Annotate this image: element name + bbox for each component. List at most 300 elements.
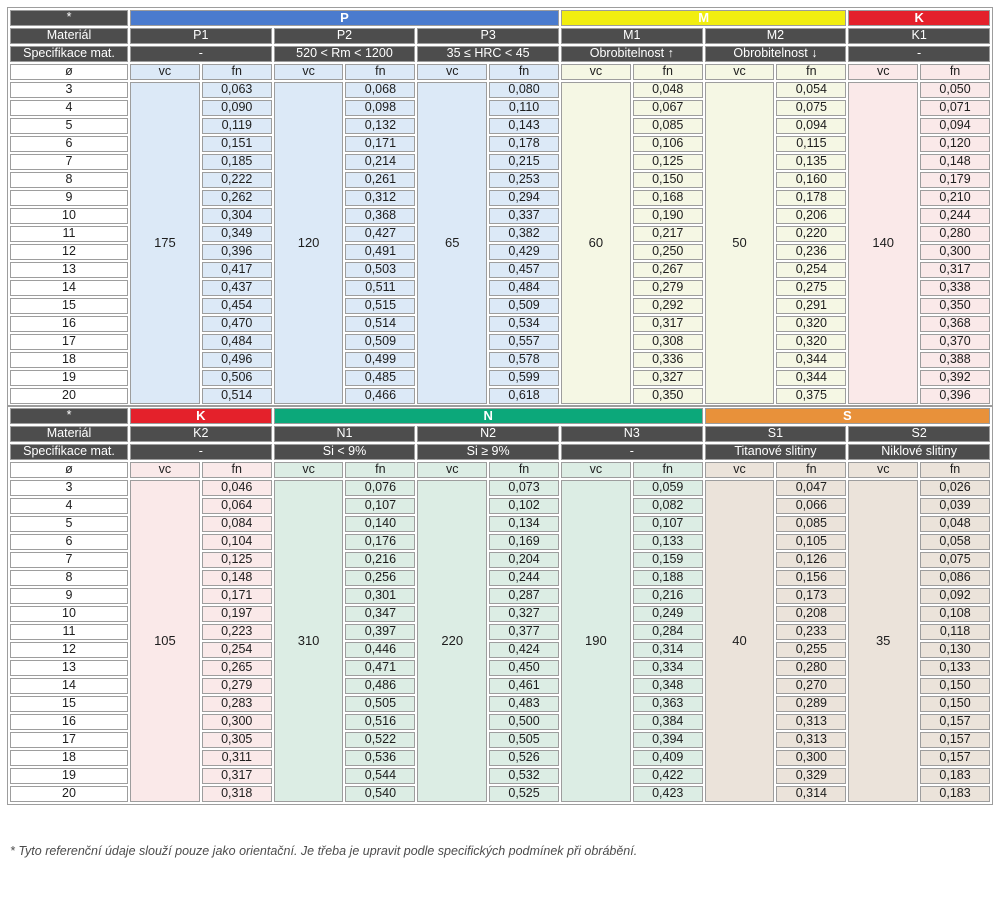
fn-cell-S2-7: 0,075: [920, 552, 990, 568]
fn-cell-S2-15: 0,150: [920, 696, 990, 712]
material-header-S2: S2: [848, 426, 990, 442]
vc-value-N2: 220: [417, 480, 487, 802]
group-band-K: K: [848, 10, 990, 26]
fn-cell-P3-6: 0,178: [489, 136, 559, 152]
fn-cell-S1-4: 0,066: [776, 498, 846, 514]
fn-cell-K1-13: 0,317: [920, 262, 990, 278]
diameter-cell-14: 14: [10, 678, 128, 694]
diameter-header: ø: [10, 64, 128, 80]
diameter-cell-7: 7: [10, 154, 128, 170]
fn-cell-P1-17: 0,484: [202, 334, 272, 350]
fn-cell-P3-8: 0,253: [489, 172, 559, 188]
diameter-cell-5: 5: [10, 118, 128, 134]
fn-cell-P2-15: 0,515: [345, 298, 415, 314]
fn-cell-K2-10: 0,197: [202, 606, 272, 622]
table-row: [10, 426, 990, 442]
fn-header-N2: fn: [489, 462, 559, 478]
fn-cell-N1-15: 0,505: [345, 696, 415, 712]
fn-cell-P2-10: 0,368: [345, 208, 415, 224]
fn-cell-N3-6: 0,133: [633, 534, 703, 550]
vc-value-N1: 310: [274, 480, 344, 802]
fn-cell-S1-14: 0,270: [776, 678, 846, 694]
fn-cell-S2-4: 0,039: [920, 498, 990, 514]
vc-header-M1: vc: [561, 64, 631, 80]
diameter-cell-16: 16: [10, 714, 128, 730]
material-header-M1: M1: [561, 28, 703, 44]
fn-cell-M2-20: 0,375: [776, 388, 846, 404]
fn-cell-N3-10: 0,249: [633, 606, 703, 622]
fn-cell-P2-11: 0,427: [345, 226, 415, 242]
fn-cell-N3-9: 0,216: [633, 588, 703, 604]
fn-cell-P1-5: 0,119: [202, 118, 272, 134]
fn-cell-N1-3: 0,076: [345, 480, 415, 496]
fn-cell-P3-10: 0,337: [489, 208, 559, 224]
vc-header-P3: vc: [417, 64, 487, 80]
fn-cell-K2-6: 0,104: [202, 534, 272, 550]
fn-cell-S1-10: 0,208: [776, 606, 846, 622]
fn-cell-P3-11: 0,382: [489, 226, 559, 242]
diameter-cell-6: 6: [10, 534, 128, 550]
fn-cell-N2-19: 0,532: [489, 768, 559, 784]
fn-cell-K2-14: 0,279: [202, 678, 272, 694]
table-row: [10, 46, 990, 62]
vc-header-K1: vc: [848, 64, 918, 80]
fn-cell-N3-5: 0,107: [633, 516, 703, 532]
diameter-cell-12: 12: [10, 244, 128, 260]
table-row: [10, 82, 990, 98]
fn-cell-P1-7: 0,185: [202, 154, 272, 170]
fn-cell-N1-20: 0,540: [345, 786, 415, 802]
fn-cell-P1-15: 0,454: [202, 298, 272, 314]
fn-header-K2: fn: [202, 462, 272, 478]
fn-cell-M2-5: 0,094: [776, 118, 846, 134]
fn-cell-S1-19: 0,329: [776, 768, 846, 784]
fn-cell-P2-7: 0,214: [345, 154, 415, 170]
fn-cell-S2-8: 0,086: [920, 570, 990, 586]
fn-cell-S1-7: 0,126: [776, 552, 846, 568]
fn-cell-M2-6: 0,115: [776, 136, 846, 152]
fn-header-S1: fn: [776, 462, 846, 478]
diameter-cell-17: 17: [10, 732, 128, 748]
footnote: * Tyto referenční údaje slouží pouze jako orientační. Je třeba je upravit podle specifických podmínek při obrábění.: [10, 844, 638, 858]
material-header-P2: P2: [274, 28, 416, 44]
vc-value-P2: 120: [274, 82, 344, 404]
fn-cell-K1-18: 0,388: [920, 352, 990, 368]
fn-cell-S1-6: 0,105: [776, 534, 846, 550]
fn-cell-P1-13: 0,417: [202, 262, 272, 278]
fn-cell-K2-19: 0,317: [202, 768, 272, 784]
group-band-S: S: [705, 408, 990, 424]
fn-cell-N3-15: 0,363: [633, 696, 703, 712]
fn-cell-K2-11: 0,223: [202, 624, 272, 640]
vc-value-K1: 140: [848, 82, 918, 404]
fn-cell-N3-8: 0,188: [633, 570, 703, 586]
fn-cell-N2-20: 0,525: [489, 786, 559, 802]
fn-cell-S1-15: 0,289: [776, 696, 846, 712]
fn-cell-M2-9: 0,178: [776, 190, 846, 206]
fn-cell-K2-8: 0,148: [202, 570, 272, 586]
spec-S2: Niklové slitiny: [848, 444, 990, 460]
table-kns: [8, 406, 992, 804]
diameter-cell-10: 10: [10, 208, 128, 224]
fn-cell-K2-18: 0,311: [202, 750, 272, 766]
fn-cell-N3-13: 0,334: [633, 660, 703, 676]
spec-label: Specifikace mat.: [10, 46, 128, 62]
fn-cell-N1-11: 0,397: [345, 624, 415, 640]
fn-cell-N1-16: 0,516: [345, 714, 415, 730]
fn-cell-P3-14: 0,484: [489, 280, 559, 296]
table-row: [10, 462, 990, 478]
fn-cell-K2-9: 0,171: [202, 588, 272, 604]
diameter-header: ø: [10, 462, 128, 478]
spec-N1: Si < 9%: [274, 444, 416, 460]
fn-cell-K2-16: 0,300: [202, 714, 272, 730]
fn-cell-N1-13: 0,471: [345, 660, 415, 676]
vc-header-P2: vc: [274, 64, 344, 80]
fn-cell-P3-18: 0,578: [489, 352, 559, 368]
cutting-data-table-2: [8, 406, 992, 804]
material-header-N3: N3: [561, 426, 703, 442]
fn-cell-N1-6: 0,176: [345, 534, 415, 550]
fn-cell-P3-15: 0,509: [489, 298, 559, 314]
vc-value-S2: 35: [848, 480, 918, 802]
diameter-cell-9: 9: [10, 190, 128, 206]
fn-cell-M2-16: 0,320: [776, 316, 846, 332]
table-row: [10, 444, 990, 460]
material-header-M2: M2: [705, 28, 847, 44]
fn-cell-P2-13: 0,503: [345, 262, 415, 278]
fn-header-P3: fn: [489, 64, 559, 80]
fn-cell-P3-20: 0,618: [489, 388, 559, 404]
fn-cell-M2-18: 0,344: [776, 352, 846, 368]
fn-cell-N2-17: 0,505: [489, 732, 559, 748]
diameter-cell-5: 5: [10, 516, 128, 532]
fn-cell-N3-7: 0,159: [633, 552, 703, 568]
fn-cell-N1-4: 0,107: [345, 498, 415, 514]
fn-cell-M1-8: 0,150: [633, 172, 703, 188]
diameter-cell-13: 13: [10, 262, 128, 278]
fn-cell-N2-6: 0,169: [489, 534, 559, 550]
fn-cell-S1-17: 0,313: [776, 732, 846, 748]
fn-cell-K2-20: 0,318: [202, 786, 272, 802]
fn-cell-K1-5: 0,094: [920, 118, 990, 134]
diameter-cell-13: 13: [10, 660, 128, 676]
fn-header-M1: fn: [633, 64, 703, 80]
fn-cell-S1-20: 0,314: [776, 786, 846, 802]
diameter-cell-18: 18: [10, 352, 128, 368]
fn-cell-K1-8: 0,179: [920, 172, 990, 188]
fn-cell-K2-7: 0,125: [202, 552, 272, 568]
fn-header-P1: fn: [202, 64, 272, 80]
fn-cell-K1-3: 0,050: [920, 82, 990, 98]
table-row: [10, 64, 990, 80]
fn-cell-P2-8: 0,261: [345, 172, 415, 188]
fn-cell-P1-20: 0,514: [202, 388, 272, 404]
fn-cell-M2-14: 0,275: [776, 280, 846, 296]
diameter-cell-12: 12: [10, 642, 128, 658]
fn-cell-P2-18: 0,499: [345, 352, 415, 368]
fn-header-M2: fn: [776, 64, 846, 80]
fn-cell-S1-16: 0,313: [776, 714, 846, 730]
fn-cell-N2-11: 0,377: [489, 624, 559, 640]
fn-cell-P1-6: 0,151: [202, 136, 272, 152]
vc-header-N3: vc: [561, 462, 631, 478]
fn-cell-K1-9: 0,210: [920, 190, 990, 206]
vc-header-S1: vc: [705, 462, 775, 478]
spec-M1: Obrobitelnost ↑: [561, 46, 703, 62]
material-label: Materiál: [10, 28, 128, 44]
group-band-N: N: [274, 408, 703, 424]
diameter-cell-16: 16: [10, 316, 128, 332]
fn-cell-M2-3: 0,054: [776, 82, 846, 98]
fn-cell-P3-13: 0,457: [489, 262, 559, 278]
table-pmk: [8, 8, 992, 406]
fn-cell-M1-16: 0,317: [633, 316, 703, 332]
vc-value-M2: 50: [705, 82, 775, 404]
spec-P2: 520 < Rm < 1200: [274, 46, 416, 62]
material-header-K2: K2: [130, 426, 272, 442]
fn-cell-S2-5: 0,048: [920, 516, 990, 532]
diameter-cell-20: 20: [10, 786, 128, 802]
fn-cell-P1-10: 0,304: [202, 208, 272, 224]
spec-P3: 35 ≤ HRC < 45: [417, 46, 559, 62]
fn-cell-K1-4: 0,071: [920, 100, 990, 116]
vc-value-K2: 105: [130, 480, 200, 802]
diameter-cell-9: 9: [10, 588, 128, 604]
fn-cell-N1-8: 0,256: [345, 570, 415, 586]
fn-cell-K2-3: 0,046: [202, 480, 272, 496]
fn-cell-P1-8: 0,222: [202, 172, 272, 188]
fn-cell-P3-19: 0,599: [489, 370, 559, 386]
corner-star-cell: *: [10, 10, 128, 26]
fn-cell-K1-11: 0,280: [920, 226, 990, 242]
fn-cell-K2-15: 0,283: [202, 696, 272, 712]
fn-cell-S2-10: 0,108: [920, 606, 990, 622]
diameter-cell-4: 4: [10, 100, 128, 116]
fn-cell-N1-17: 0,522: [345, 732, 415, 748]
table-row: [10, 28, 990, 44]
fn-cell-M1-18: 0,336: [633, 352, 703, 368]
diameter-cell-19: 19: [10, 768, 128, 784]
diameter-cell-11: 11: [10, 226, 128, 242]
fn-cell-S1-11: 0,233: [776, 624, 846, 640]
fn-cell-M2-15: 0,291: [776, 298, 846, 314]
fn-cell-P2-19: 0,485: [345, 370, 415, 386]
diameter-cell-3: 3: [10, 480, 128, 496]
fn-cell-S2-16: 0,157: [920, 714, 990, 730]
fn-cell-N3-14: 0,348: [633, 678, 703, 694]
fn-cell-N1-7: 0,216: [345, 552, 415, 568]
material-header-S1: S1: [705, 426, 847, 442]
fn-cell-P2-4: 0,098: [345, 100, 415, 116]
fn-cell-K2-12: 0,254: [202, 642, 272, 658]
fn-cell-M2-11: 0,220: [776, 226, 846, 242]
fn-cell-M1-14: 0,279: [633, 280, 703, 296]
material-header-N1: N1: [274, 426, 416, 442]
fn-cell-N2-14: 0,461: [489, 678, 559, 694]
fn-cell-M1-17: 0,308: [633, 334, 703, 350]
fn-cell-M1-12: 0,250: [633, 244, 703, 260]
diameter-cell-6: 6: [10, 136, 128, 152]
fn-cell-S2-12: 0,130: [920, 642, 990, 658]
fn-cell-S2-13: 0,133: [920, 660, 990, 676]
fn-cell-K2-13: 0,265: [202, 660, 272, 676]
fn-cell-N2-10: 0,327: [489, 606, 559, 622]
fn-cell-N3-12: 0,314: [633, 642, 703, 658]
diameter-cell-20: 20: [10, 388, 128, 404]
vc-value-M1: 60: [561, 82, 631, 404]
fn-cell-P3-3: 0,080: [489, 82, 559, 98]
fn-cell-S2-14: 0,150: [920, 678, 990, 694]
fn-cell-M1-15: 0,292: [633, 298, 703, 314]
fn-cell-M1-5: 0,085: [633, 118, 703, 134]
fn-cell-K1-17: 0,370: [920, 334, 990, 350]
fn-cell-N1-9: 0,301: [345, 588, 415, 604]
fn-cell-P1-16: 0,470: [202, 316, 272, 332]
fn-cell-N3-3: 0,059: [633, 480, 703, 496]
group-band-M: M: [561, 10, 846, 26]
spec-M2: Obrobitelnost ↓: [705, 46, 847, 62]
fn-cell-P3-12: 0,429: [489, 244, 559, 260]
fn-cell-S2-20: 0,183: [920, 786, 990, 802]
fn-cell-N2-8: 0,244: [489, 570, 559, 586]
fn-cell-K1-19: 0,392: [920, 370, 990, 386]
fn-cell-K1-6: 0,120: [920, 136, 990, 152]
fn-cell-M2-7: 0,135: [776, 154, 846, 170]
fn-header-K1: fn: [920, 64, 990, 80]
fn-cell-S2-3: 0,026: [920, 480, 990, 496]
fn-cell-M2-8: 0,160: [776, 172, 846, 188]
diameter-cell-14: 14: [10, 280, 128, 296]
material-header-N2: N2: [417, 426, 559, 442]
diameter-cell-15: 15: [10, 298, 128, 314]
vc-value-P3: 65: [417, 82, 487, 404]
fn-cell-P1-9: 0,262: [202, 190, 272, 206]
diameter-cell-17: 17: [10, 334, 128, 350]
fn-cell-P3-17: 0,557: [489, 334, 559, 350]
fn-cell-P2-3: 0,068: [345, 82, 415, 98]
fn-cell-M1-11: 0,217: [633, 226, 703, 242]
diameter-cell-7: 7: [10, 552, 128, 568]
fn-cell-P1-3: 0,063: [202, 82, 272, 98]
fn-cell-S1-3: 0,047: [776, 480, 846, 496]
spec-N2: Si ≥ 9%: [417, 444, 559, 460]
diameter-cell-18: 18: [10, 750, 128, 766]
material-header-P3: P3: [417, 28, 559, 44]
fn-cell-K1-16: 0,368: [920, 316, 990, 332]
vc-value-P1: 175: [130, 82, 200, 404]
fn-cell-K1-7: 0,148: [920, 154, 990, 170]
spec-P1: -: [130, 46, 272, 62]
fn-cell-S1-13: 0,280: [776, 660, 846, 676]
fn-cell-N3-16: 0,384: [633, 714, 703, 730]
fn-cell-K2-4: 0,064: [202, 498, 272, 514]
fn-cell-S1-12: 0,255: [776, 642, 846, 658]
fn-cell-M1-19: 0,327: [633, 370, 703, 386]
fn-cell-S1-9: 0,173: [776, 588, 846, 604]
fn-cell-N2-5: 0,134: [489, 516, 559, 532]
fn-cell-M2-10: 0,206: [776, 208, 846, 224]
fn-cell-N2-4: 0,102: [489, 498, 559, 514]
fn-cell-S2-11: 0,118: [920, 624, 990, 640]
fn-cell-P3-9: 0,294: [489, 190, 559, 206]
fn-cell-S2-18: 0,157: [920, 750, 990, 766]
fn-cell-M1-20: 0,350: [633, 388, 703, 404]
fn-cell-K1-15: 0,350: [920, 298, 990, 314]
fn-cell-P1-12: 0,396: [202, 244, 272, 260]
spec-K1: -: [848, 46, 990, 62]
fn-cell-N3-4: 0,082: [633, 498, 703, 514]
fn-cell-P1-4: 0,090: [202, 100, 272, 116]
vc-value-N3: 190: [561, 480, 631, 802]
fn-cell-K1-12: 0,300: [920, 244, 990, 260]
fn-cell-P2-16: 0,514: [345, 316, 415, 332]
fn-cell-M2-4: 0,075: [776, 100, 846, 116]
fn-cell-P2-14: 0,511: [345, 280, 415, 296]
fn-cell-N2-18: 0,526: [489, 750, 559, 766]
cutting-data-table-1: [8, 8, 992, 406]
fn-cell-N2-3: 0,073: [489, 480, 559, 496]
fn-cell-P1-19: 0,506: [202, 370, 272, 386]
vc-header-P1: vc: [130, 64, 200, 80]
fn-cell-P3-4: 0,110: [489, 100, 559, 116]
material-label: Materiál: [10, 426, 128, 442]
fn-cell-M2-19: 0,344: [776, 370, 846, 386]
fn-header-N3: fn: [633, 462, 703, 478]
fn-cell-M1-7: 0,125: [633, 154, 703, 170]
fn-cell-M2-13: 0,254: [776, 262, 846, 278]
fn-header-P2: fn: [345, 64, 415, 80]
fn-cell-P2-17: 0,509: [345, 334, 415, 350]
fn-cell-P3-5: 0,143: [489, 118, 559, 134]
fn-cell-N3-11: 0,284: [633, 624, 703, 640]
fn-cell-N3-17: 0,394: [633, 732, 703, 748]
fn-cell-P2-20: 0,466: [345, 388, 415, 404]
fn-cell-M1-6: 0,106: [633, 136, 703, 152]
fn-cell-S1-5: 0,085: [776, 516, 846, 532]
fn-cell-M1-4: 0,067: [633, 100, 703, 116]
fn-cell-N2-16: 0,500: [489, 714, 559, 730]
fn-cell-N1-18: 0,536: [345, 750, 415, 766]
material-header-K1: K1: [848, 28, 990, 44]
vc-header-N2: vc: [417, 462, 487, 478]
fn-cell-K1-20: 0,396: [920, 388, 990, 404]
diameter-cell-4: 4: [10, 498, 128, 514]
table-row: [10, 10, 990, 26]
fn-cell-P2-5: 0,132: [345, 118, 415, 134]
table-row: [10, 408, 990, 424]
table-row: [10, 480, 990, 496]
fn-cell-N1-12: 0,446: [345, 642, 415, 658]
fn-cell-P2-6: 0,171: [345, 136, 415, 152]
vc-value-S1: 40: [705, 480, 775, 802]
spec-K2: -: [130, 444, 272, 460]
fn-cell-K1-10: 0,244: [920, 208, 990, 224]
fn-cell-M2-12: 0,236: [776, 244, 846, 260]
fn-cell-S2-17: 0,157: [920, 732, 990, 748]
diameter-cell-3: 3: [10, 82, 128, 98]
fn-cell-N3-18: 0,409: [633, 750, 703, 766]
fn-cell-N2-15: 0,483: [489, 696, 559, 712]
fn-cell-M1-10: 0,190: [633, 208, 703, 224]
fn-cell-K2-17: 0,305: [202, 732, 272, 748]
fn-cell-S1-8: 0,156: [776, 570, 846, 586]
fn-cell-P1-14: 0,437: [202, 280, 272, 296]
fn-cell-P1-18: 0,496: [202, 352, 272, 368]
fn-cell-N1-5: 0,140: [345, 516, 415, 532]
fn-cell-P2-12: 0,491: [345, 244, 415, 260]
vc-header-N1: vc: [274, 462, 344, 478]
